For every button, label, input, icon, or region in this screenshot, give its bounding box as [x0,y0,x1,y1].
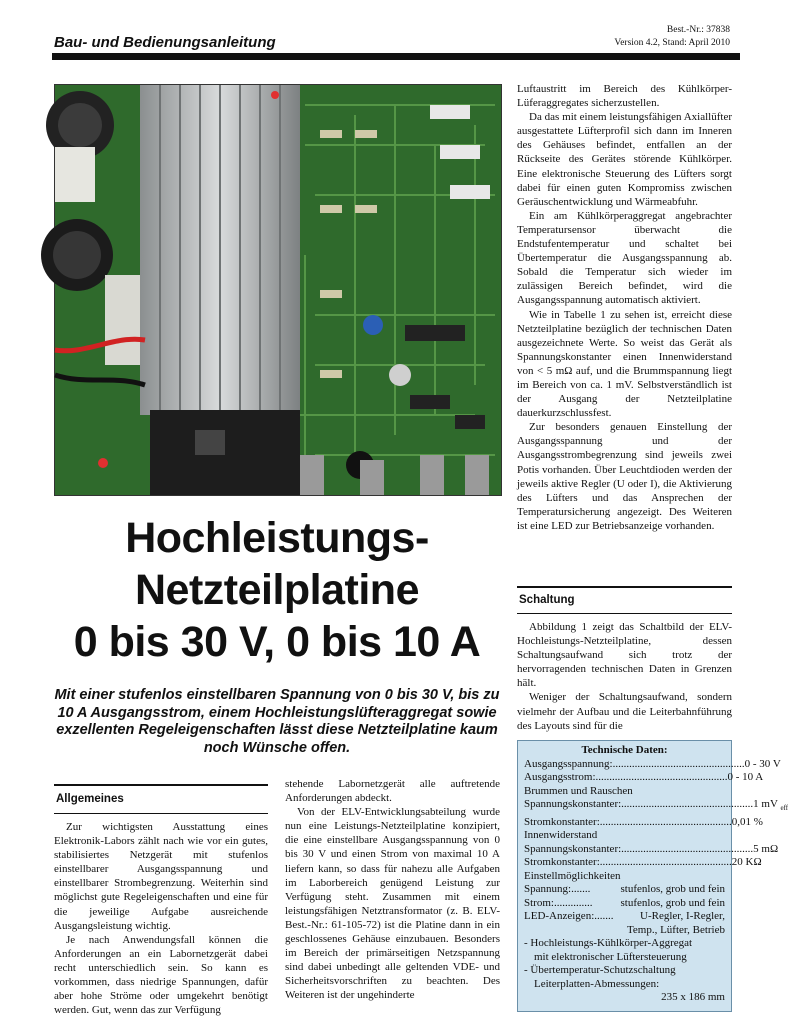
tech-label: Strom: [524,896,554,909]
paragraph: Da das mit einem leistungsfähigen Axiallüfter ausgestattete Lüfterprofil sich dann im Inneren des Gehäuses befindet, entfallen an der Rückseite des Gerätes störende Kühlkörper. Eine elektronische Steuerung des Lüfters sorgt dabei für einen guten Kompromiss zwischen Geräuschentwicklung und Wärmeabfuhr. [517,111,732,208]
tech-row: Spannungskonstanter: ................................................ 1 mV $_{eff}$ [524,798,725,816]
tech-label: Spannungskonstanter: [524,842,622,855]
tech-label: Spannungskonstanter: [524,798,622,810]
tech-bullet-continued: mit elektronischer Lüftersteuerung [534,950,687,963]
tech-value-sub: eff [780,804,788,813]
paragraph: Luftaustritt im Bereich des Kühlkörper-Lüferaggregates sicherzustellen. [517,83,732,110]
section-heading-schaltung: Schaltung [519,594,575,606]
version-info: Version 4.2, Stand: April 2010 [614,38,730,48]
main-title [54,512,500,668]
column-3-text [517,82,732,580]
tech-label: LED-Anzeigen: [524,910,595,923]
paragraph: Wie in Tabelle 1 zu sehen ist, erreicht diese Netzteilplatine bezüglich der technischen Daten ausgezeichnete Werte. So weist das Gerät als Spannungskonstanter einen Innenwiderstand von < 5 mΩ auf, und die Brummspannung liegt im Bereich von ca. 1 mV. Selbstverständlich ist der Ausgang der Netzteilplatine dauerkurzschlussfest. [517,308,732,420]
tech-label: Ausgangsspannung: [524,757,613,770]
tech-label: Spannung: [524,883,572,896]
title-line-2: Netzteilplatine [135,566,419,614]
paragraph: stehende Labornetzgerät alle auftretende Anforderungen abdeckt. [285,778,500,805]
tech-value [753,798,788,816]
schaltung-text [517,620,732,736]
tech-subheading: Einstellmöglichkeiten [524,869,621,882]
paragraph: Zur besonders genauen Einstellung der Ausgangsspannung und der Ausgangsstrombegrenzung sind jeweils zwei Potis vorhanden. Über Leuchtdioden werden der jeweils aktive Regler (U oder I), die Aktivierung des Lüfters und das Ansprechen der Temperatursicherung angezeigt. Des Weiteren ist eine LED zur Betriebsanzeige vorhanden. [517,421,732,532]
tech-row: Ausgangsstrom: ................................................ 0 - 10 A [524,771,764,783]
tech-row: LED-Anzeigen: ....... U-Regler, I-Regler, [524,910,725,923]
lead-paragraph: Mit einer stufenlos einstellbaren Spannung von 0 bis 30 V, bis zu 10 A Ausgangsstrom, einem Hochleistungslüfteraggregat sowie exzellenten Regeleigenschaften lässt diese Netzteilplatine kaum noch Wünsche offen. [54,687,500,756]
tech-subheading: Brummen und Rauschen [524,784,633,797]
tech-value: 5 mΩ [753,842,779,855]
tech-row: Spannung: ....... stufenlos, grob und fein [524,883,725,896]
tech-row: Spannungskonstanter: ................................................ 5 mΩ [524,842,779,855]
document-header-title: Bau- und Bedienungsanleitung [54,34,276,51]
tech-dimensions: 235 x 186 mm [661,991,725,1004]
tech-value: 20 KΩ [731,856,762,869]
paragraph: Zur wichtigsten Ausstattung eines Elektronik-Labors zählt nach wie vor ein gutes, stabilisiertes Netzgerät mit stufenlos einstellbarer Ausgangsspannung und einstellbarer Strombegrenzung. Weiterhin sind möglichst gute Regeleigenschaften und eine für die jeweilige Aufgabe ausreichende Ausgangsleistung wichtig. [54,821,268,932]
tech-value: stufenlos, grob und fein [620,896,725,909]
tech-bullet: - Übertemperatur-Schutzschaltung [524,964,676,977]
tech-value: U-Regler, I-Regler, [640,910,725,923]
tech-bullet: - Hochleistungs-Kühlkörper-Aggregat [524,937,693,950]
tech-row: Stromkonstanter: ................................................ 20 KΩ [524,856,762,869]
tech-label: Stromkonstanter: [524,815,600,828]
allgemeines-text [54,820,268,1020]
section-rule-thin [54,813,268,814]
tech-value: 0 - 30 V [744,757,781,770]
pcb-photo [54,84,502,496]
section-heading-allgemeines: Allgemeines [56,793,124,805]
pcb-photo-icon [55,85,501,495]
tech-row: Ausgangsspannung: ................................................ 0 - 30 V [524,757,781,770]
tech-label: Stromkonstanter: [524,856,600,869]
tech-value-number: 1 mV [753,798,778,810]
tech-value: 0,01 % [731,815,763,828]
paragraph: Abbildung 1 zeigt das Schaltbild der ELV-Hochleistungs-Netzteilplatine, dessen Schaltungsaufwand sich trotz der hervorragenden technischen Daten in Grenzen hält. [517,621,732,690]
tech-label: Ausgangsstrom: [524,771,596,783]
tech-data-box [517,740,788,1012]
title-line-1: Hochleistungs- [125,514,429,562]
paragraph: Weniger der Schaltungsaufwand, sondern vielmehr der Aufbau und die Leiterbahnführung des Layouts sind für die [517,691,732,732]
paragraph: Von der ELV-Entwicklungsabteilung wurde nun eine Leistungs-Netzteilplatine konzipiert, die eine einstellbare Ausgangsspannung von 0 bis 30 V und einen Strom von maximal 10 A liefern kann, so dass für nahezu alle Aufgaben im Laborbereich genügend Leistung zur Verfügung steht. Zusammen mit einem leistungsfähigen Netztransformator (z. B. ELV-Best.-Nr.: 61-105-72) ist die Platine dann in ein geschlossenes Gehäuse einzubauen. Besonders im Bereich der primärseitigen Netzspannung sind dabei unbedingt alle geltenden VDE- und Sicherheitsvorschriften zu beachten. Des Weiteren ist der ungehinderte [285,806,500,1002]
section-rule-thin [517,613,732,614]
paragraph: Ein am Kühlkörperaggregat angebrachter Temperatursensor überwacht die Endstufentemperatur und schaltet bei Übertemperatur die Ausgangsspannung ab. Sobald die Temperatur sich wieder im zulässigen Bereich befindet, wird die Ausgangsspannung automatisch aktiviert. [517,209,732,307]
title-line-3: 0 bis 30 V, 0 bis 10 A [73,618,481,666]
header-meta [614,24,730,50]
section-rule [517,586,732,588]
tech-bullet-continued: Leiterplatten-Abmessungen: [534,977,660,990]
section-rule [54,784,268,786]
tech-value: stufenlos, grob und fein [620,883,725,896]
tech-value-continued: Temp., Lüfter, Betrieb [626,923,725,936]
tech-value: 0 - 10 A [727,771,764,783]
tech-row: Strom: .............. stufenlos, grob und fein [524,896,725,909]
order-number: Best.-Nr.: 37838 [666,25,730,35]
tech-subheading: Innenwiderstand [524,829,598,842]
column-2-text [285,777,500,1017]
paragraph: Je nach Anwendungsfall können die Anforderungen an ein Labornetzgerät dabei recht unterschiedlich sein. So kann es vorkommen, dass niedrige Spannungen, dafür aber hohe Ströme oder umgekehrt benötigt werden. Gut, wenn das zur Verfügung [54,933,268,1017]
tech-row: Stromkonstanter: ................................................ 0,01 % [524,815,763,828]
header-rule [52,53,740,60]
tech-data-title: Technische Daten: [581,744,668,756]
